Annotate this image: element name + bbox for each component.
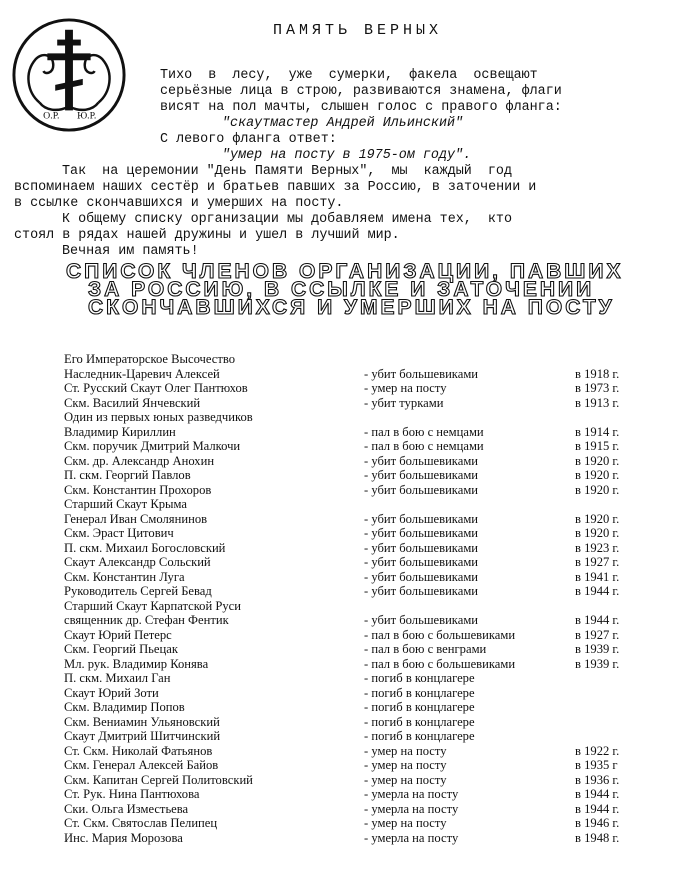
roster-name: Скм. Василий Янчевский [64, 395, 201, 410]
body-line-2: вспоминаем наших сестёр и братьев павших за Россию, в заточении и [14, 180, 537, 195]
roster-row [64, 686, 664, 701]
list-heading-line: СПИСОК ЧЛЕНОВ ОРГАНИЗАЦИИ, ПАВШИХ [66, 260, 624, 283]
roster-year: в 1920 г. [575, 511, 620, 526]
intro-line-6: "умер на посту в 1975-ом году". [222, 148, 472, 163]
roster-year: в 1914 г. [575, 424, 620, 439]
roster-name: П. скм. Георгий Павлов [64, 468, 191, 482]
roster-name: Скм. Константин Прохоров [64, 482, 212, 497]
memorial-roster [64, 352, 664, 845]
roster-status: - умер на посту [364, 772, 447, 787]
body-line-3: в ссылке скончавшихся и умерших на посту. [14, 196, 344, 211]
roster-row [64, 396, 664, 411]
roster-name: Скм. Георгий Пьецак [64, 642, 178, 656]
roster-row [64, 816, 664, 831]
roster-row [64, 758, 664, 773]
roster-name: Скм. Вениамин Ульяновский [64, 714, 220, 729]
roster-name: Мл. рук. Владимир Конява [64, 656, 209, 671]
roster-status: - убит большевиками [364, 482, 479, 497]
roster-name: П. скм. Михаил Ган [64, 671, 171, 685]
roster-year: в 1936 г. [575, 772, 620, 787]
roster-name: Генерал Иван Смолянинов [64, 511, 208, 526]
roster-row [64, 381, 664, 396]
roster-name: Скаут Юрий Петерс [64, 627, 172, 642]
roster-year: в 1915 г. [575, 439, 620, 453]
roster-year: в 1920 г. [575, 453, 620, 468]
roster-name: Владимир Кириллин [64, 424, 176, 439]
body-line-4: К общему списку организации мы добавляем имена тех, кто [62, 212, 512, 227]
roster-status: - погиб в концлагере [364, 671, 475, 685]
roster-name: Ст. Русский Скаут Олег Пантюхов [64, 381, 248, 395]
roster-name: Ски. Ольга Изместьева [64, 801, 189, 816]
roster-row [64, 599, 664, 614]
roster-name: Ст. Рук. Нина Пантюхова [64, 787, 200, 801]
roster-year: в 1973 г. [575, 381, 620, 395]
roster-status: - погиб в концлагере [364, 714, 475, 729]
roster-row [64, 613, 664, 628]
roster-name: Старший Скаут Крыма [64, 497, 187, 511]
roster-year: в 1920 г. [575, 468, 620, 482]
roster-row [64, 657, 664, 672]
roster-row [64, 744, 664, 759]
roster-row [64, 454, 664, 469]
scout-cross-emblem-icon [10, 16, 128, 134]
roster-name: Старший Скаут Карпатской Руси [64, 598, 241, 613]
roster-row [64, 352, 664, 367]
roster-status: - умерла на посту [364, 787, 459, 801]
roster-row [64, 497, 664, 512]
roster-row [64, 715, 664, 730]
roster-status: - убит большевиками [364, 511, 479, 526]
roster-row [64, 773, 664, 788]
roster-row [64, 367, 664, 382]
roster-name: Скм. поручик Дмитрий Малкочи [64, 439, 241, 453]
roster-status: - убит большевиками [364, 540, 479, 555]
roster-name: Один из первых юных разведчиков [64, 410, 253, 424]
roster-name: Скаут Александр Сольский [64, 555, 211, 569]
roster-row [64, 541, 664, 556]
roster-status: - умер на посту [364, 743, 447, 758]
roster-year: в 1927 г. [575, 555, 620, 569]
roster-name: Скм. Владимир Попов [64, 700, 185, 714]
roster-name: Наследник-Царевич Алексей [64, 366, 220, 381]
roster-year: в 1944 г. [575, 787, 620, 801]
body-line-1: Так на церемонии "День Памяти Верных", мы каждый год [62, 164, 512, 179]
roster-status: - убит большевиками [364, 526, 479, 540]
roster-year: в 1939 г. [575, 642, 620, 656]
emblem-initials-right: Ю.Р. [77, 110, 97, 122]
roster-row [64, 425, 664, 440]
emblem-initials-left: О.Р. [43, 110, 60, 122]
roster-status: - умер на посту [364, 816, 447, 830]
roster-name: Ст. Скм. Святослав Пелипец [64, 816, 218, 830]
roster-year: в 1918 г. [575, 366, 620, 381]
roster-row [64, 512, 664, 527]
roster-year: в 1923 г. [575, 540, 620, 555]
roster-row [64, 700, 664, 715]
roster-year: в 1913 г. [575, 395, 620, 410]
body-line-5: стоял в рядах нашей дружины и ушел в лучший мир. [14, 228, 400, 243]
roster-status: - убит большевиками [364, 366, 479, 381]
list-heading-line: СКОНЧАВШИХСЯ И УМЕРШИХ НА ПОСТУ [88, 296, 615, 319]
roster-status: - убит большевиками [364, 613, 479, 627]
roster-status: - пал в бою с большевиками [364, 627, 516, 642]
intro-line-5: С левого фланга ответ: [160, 132, 337, 147]
roster-name: Скм. Капитан Сергей Политовский [64, 772, 253, 787]
roster-row [64, 787, 664, 802]
roster-status: - пал в бою с немцами [364, 439, 484, 453]
roster-name: Руководитель Сергей Бевад [64, 584, 212, 598]
roster-status: - умер на посту [364, 381, 447, 395]
roster-status: - убит большевиками [364, 569, 479, 584]
roster-status: - погиб в концлагере [364, 685, 475, 700]
roster-name: Скаут Дмитрий Шитчинский [64, 729, 221, 743]
roster-year: в 1941 г. [575, 569, 620, 584]
roster-year: в 1935 г [575, 758, 618, 772]
roster-year: в 1944 г. [575, 613, 620, 627]
roster-status: - погиб в концлагере [364, 700, 475, 714]
roster-name: Скм. др. Александр Анохин [64, 453, 215, 468]
roster-row [64, 671, 664, 686]
roster-name: Скм. Генерал Алексей Байов [64, 758, 219, 772]
roster-year: в 1944 г. [575, 801, 620, 816]
roster-name: Скм. Эраст Цитович [64, 526, 174, 540]
roster-row [64, 483, 664, 498]
roster-year: в 1946 г. [575, 816, 620, 830]
intro-line-4: "скаутмастер Андрей Ильинский" [222, 116, 464, 131]
body-line-6: Вечная им память! [62, 244, 199, 259]
roster-row [64, 831, 664, 846]
roster-row [64, 628, 664, 643]
roster-row [64, 802, 664, 817]
roster-row [64, 439, 664, 454]
roster-status: - убит большевиками [364, 555, 479, 569]
roster-name: Его Императорское Высочество [64, 352, 236, 366]
roster-year: в 1948 г. [575, 830, 620, 845]
roster-status: - умер на посту [364, 758, 447, 772]
roster-status: - убит большевиками [364, 584, 479, 598]
roster-status: - погиб в концлагере [364, 729, 475, 743]
roster-row [64, 642, 664, 657]
roster-status: - пал в бою с венграми [364, 642, 487, 656]
roster-year: в 1939 г. [575, 656, 620, 671]
roster-name: Инс. Мария Морозова [64, 830, 183, 845]
roster-name: священник др. Стефан Фентик [64, 613, 229, 627]
page-title: ПАМЯТЬ ВЕРНЫХ [273, 22, 443, 39]
roster-year: в 1944 г. [575, 584, 620, 598]
roster-name: Скм. Константин Луга [64, 569, 185, 584]
roster-year: в 1922 г. [575, 743, 620, 758]
roster-year: в 1920 г. [575, 482, 620, 497]
intro-line-1: Тихо в лесу, уже сумерки, факела освещают [160, 68, 538, 83]
roster-status: - убит большевиками [364, 453, 479, 468]
roster-row [64, 570, 664, 585]
roster-name: П. скм. Михаил Богословский [64, 540, 226, 555]
roster-name: Ст. Скм. Николай Фатьянов [64, 743, 213, 758]
intro-line-3: висят на пол мачты, слышен голос с правого фланга: [160, 100, 562, 115]
roster-year: в 1920 г. [575, 526, 620, 540]
roster-row [64, 410, 664, 425]
roster-status: - убит турками [364, 395, 444, 410]
roster-year: в 1927 г. [575, 627, 620, 642]
roster-status: - умерла на посту [364, 830, 459, 845]
roster-row [64, 729, 664, 744]
roster-row [64, 555, 664, 570]
roster-name: Скаут Юрий Зоти [64, 685, 159, 700]
roster-row [64, 468, 664, 483]
list-heading-line: ЗА РОССИЮ, В ССЫЛКЕ И ЗАТОЧЕНИИ [88, 278, 595, 301]
roster-row [64, 584, 664, 599]
roster-status: - умерла на посту [364, 801, 459, 816]
roster-status: - пал в бою с немцами [364, 424, 484, 439]
list-heading [66, 260, 666, 319]
intro-line-2: серьёзные лица в строю, развиваются знамена, флаги [160, 84, 562, 99]
roster-row [64, 526, 664, 541]
roster-status: - пал в бою с большевиками [364, 656, 516, 671]
roster-status: - убит большевиками [364, 468, 479, 482]
